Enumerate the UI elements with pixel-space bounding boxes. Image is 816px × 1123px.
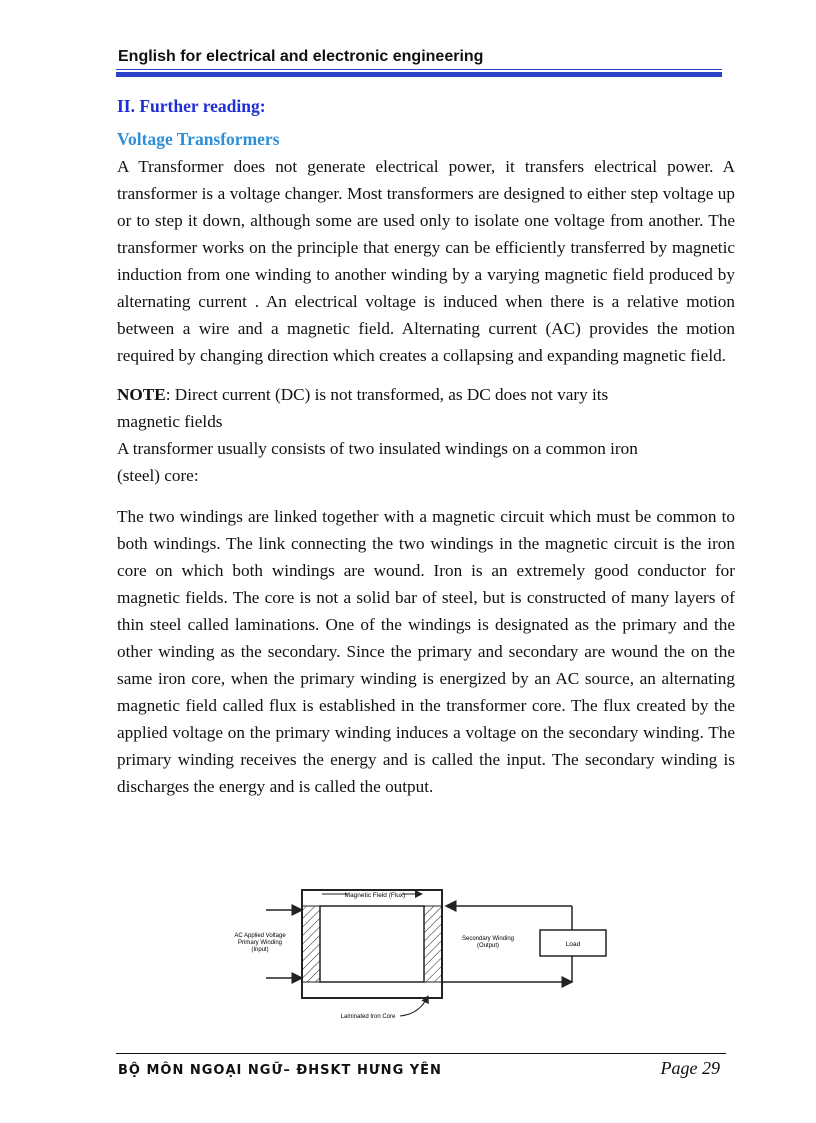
flux-label: Magnetic Field (Flux): [344, 892, 406, 899]
section-heading: II. Further reading:: [117, 96, 266, 116]
note-line-1: [117, 381, 735, 408]
iron-core-inner: [320, 906, 424, 982]
header-rule-thick: [116, 72, 722, 77]
transformer-diagram: [222, 880, 622, 1020]
footer-department: BỘ MÔN NGOẠI NGỮ– ĐHSKT HƯNG YÊN: [118, 1063, 442, 1078]
primary-label-line-1: AC Applied Voltage: [234, 933, 286, 939]
load-label: Load: [565, 941, 581, 948]
primary-label-line-3: (Input): [251, 947, 269, 953]
primary-winding: [302, 906, 320, 982]
running-header: English for electrical and electronic engineering: [118, 48, 484, 65]
note-line-2: magnetic fields: [117, 412, 223, 431]
secondary-winding: [424, 906, 442, 982]
main-content: [117, 94, 735, 800]
consists-line-2: (steel) core:: [117, 466, 199, 485]
page-number: Page 29: [660, 1058, 720, 1078]
core-label: Laminated Iron Core: [340, 1014, 396, 1020]
footer-rule: [116, 1053, 726, 1054]
secondary-label-line-2: (Output): [476, 943, 500, 949]
note-label: NOTE: [117, 385, 166, 404]
paragraph-intro: A Transformer does not generate electrical power, it transfers electrical power. A transformer is a voltage changer. Most transformers are designed to either step voltage up or to step it down, although some are used only to isolate one voltage from another. The transformer works on the principle that energy can be efficiently transferred by magnetic induction from one winding to another winding by a varying magnetic field produced by alternating current . An electrical voltage is induced when there is a relative motion between a wire and a magnetic field. Alternating current (AC) provides the motion required by changing direction which creates a collapsing and expanding magnetic field.: [117, 157, 735, 365]
secondary-label-line-1: Secondary Winding: [461, 936, 515, 942]
paragraph-windings: The two windings are linked together with a magnetic circuit which must be common to both windings. The link connecting the two windings in the magnetic circuit is the iron core on which both windings are wound. Iron is an extremely good conductor for magnetic fields. The core is not a solid bar of steel, but is constructed of many layers of thin steel called laminations. One of the windings is designated as the primary and the other winding as the secondary. Since the primary and secondary are wound the on the same iron core, when the primary winding is energized by an AC source, an alternating magnetic field called flux is established in the transformer core. The flux created by the applied voltage on the primary winding induces a voltage on the secondary winding. The primary winding receives the energy and is called the input. The secondary winding is discharges the energy and is called the output.: [117, 507, 735, 796]
note-block: [117, 381, 735, 489]
primary-label-line-2: Primary Winding: [237, 940, 283, 946]
note-text: : Direct current (DC) is not transformed, as DC does not vary its: [165, 385, 609, 404]
consists-line-1: A transformer usually consists of two insulated windings on a common iron: [117, 439, 638, 458]
header-rule-thin: [116, 69, 722, 70]
sub-heading: Voltage Transformers: [117, 129, 280, 149]
